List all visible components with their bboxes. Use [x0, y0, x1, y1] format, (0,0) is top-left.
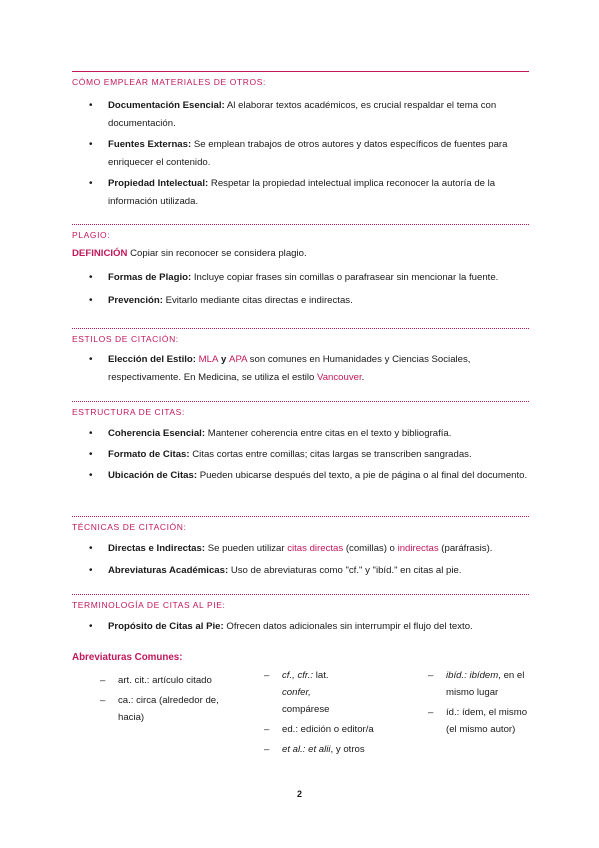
section-estructura	[72, 401, 529, 485]
list-item	[72, 351, 529, 387]
abbreviation-item: – ed.: edición o editor/a	[264, 721, 384, 738]
list-item	[72, 136, 529, 172]
link-indirectas: indirectas	[397, 543, 439, 554]
section-terminologia	[72, 594, 529, 636]
section-title: TERMINOLOGÍA DE CITAS AL PIE:	[72, 600, 226, 610]
item-term: Prevención:	[108, 295, 163, 306]
item-text: Evitarlo mediante citas directas e indirectas.	[162, 295, 353, 306]
list-item	[72, 269, 529, 287]
abbreviation-item	[264, 667, 384, 718]
item-term: Fuentes Externas:	[108, 139, 192, 150]
abbreviation-item: – art. cit.: artículo citado	[100, 672, 240, 689]
section-estilos	[72, 328, 529, 387]
apa-highlight: APA	[229, 354, 248, 365]
section-title: ESTILOS DE CITACIÓN:	[72, 334, 179, 344]
item-term: Formas de Plagio:	[108, 272, 192, 283]
abbr-text: , y otros	[330, 744, 365, 755]
bullet-list	[72, 618, 529, 636]
item-term: Elección del Estilo:	[108, 354, 196, 365]
list-item	[72, 446, 529, 464]
section-title: CÓMO EMPLEAR MATERIALES DE OTROS:	[72, 77, 266, 87]
bullet-list	[72, 97, 529, 211]
abbreviation-item	[264, 741, 384, 758]
section-rule	[72, 401, 529, 402]
definition-text: Copiar sin reconocer se considera plagio.	[127, 248, 307, 259]
section-title: ESTRUCTURA DE CITAS:	[72, 407, 185, 417]
list-item	[72, 425, 529, 443]
item-text: son comunes en Humanidades y Ciencias Sociales, respectivamente. En Medicina, se utiliza el estilo	[108, 354, 471, 383]
list-item	[72, 467, 529, 485]
item-term: Abreviaturas Académicas:	[108, 565, 229, 576]
section-plagio	[72, 224, 529, 310]
abbr-latin: cf., cfr.:	[282, 670, 314, 681]
section-rule	[72, 516, 529, 517]
definition-label: DEFINICIÓN	[72, 248, 128, 259]
section-rule	[72, 594, 529, 595]
bullet-list	[72, 269, 529, 310]
section-abreviaturas	[72, 652, 529, 663]
abbr-text: compárese	[282, 704, 330, 715]
section-title: TÉCNICAS DE CITACIÓN:	[72, 522, 187, 532]
item-term: Coherencia Esencial:	[108, 428, 206, 439]
list-item	[72, 618, 529, 636]
item-text: Al elaborar textos académicos, es crucial respaldar el tema con documentación.	[108, 100, 497, 129]
abbreviation-item: – íd.: ídem, el mismo (el mismo autor)	[428, 704, 538, 738]
item-text: Pueden ubicarse después del texto, a pie de página o al final del documento.	[197, 470, 528, 481]
section-tecnicas	[72, 516, 529, 580]
abbr-text: , en el mismo lugar	[446, 670, 525, 698]
section-materiales	[72, 71, 529, 211]
abbr-latin: ibíd.: ibídem	[446, 670, 499, 681]
item-text: Ofrecen datos adicionales sin interrumpir el flujo del texto.	[223, 621, 473, 632]
section-rule	[72, 224, 529, 225]
page-number: 2	[296, 789, 302, 799]
list-item	[72, 540, 529, 558]
item-term: Formato de Citas:	[108, 449, 190, 460]
item-text: (comillas) o	[343, 543, 398, 554]
item-term: Propósito de Citas al Pie:	[108, 621, 224, 632]
list-item	[72, 97, 529, 133]
abbr-latin: confer,	[282, 687, 311, 698]
list-item	[72, 175, 529, 211]
abbr-latin: et al.: et alii	[282, 744, 331, 755]
item-term: Documentación Esencial:	[108, 100, 225, 111]
and-word: y	[218, 354, 230, 365]
item-text: Incluye copiar frases sin comillas o parafrasear sin mencionar la fuente.	[191, 272, 499, 283]
abbreviations-column-2	[264, 667, 384, 758]
item-text: Se pueden utilizar	[205, 543, 288, 554]
bullet-list	[72, 425, 529, 485]
item-text: Uso de abreviaturas como "cf." y "ibíd." en citas al pie.	[228, 565, 462, 576]
section-title: PLAGIO:	[72, 230, 111, 240]
abbreviations-title: Abreviaturas Comunes:	[72, 652, 183, 663]
abbreviations-column-1	[100, 672, 240, 726]
item-text: Mantener coherencia entre citas en el texto y bibliografía.	[205, 428, 452, 439]
link-citas-directas: citas directas	[287, 543, 344, 554]
abbreviation-item	[428, 667, 538, 701]
item-text: Respetar la propiedad intelectual implica reconocer la autoría de la información utilizada.	[108, 178, 496, 207]
list-item	[72, 292, 529, 310]
item-term: Directas e Indirectas:	[108, 543, 206, 554]
section-rule	[72, 328, 529, 329]
item-text: Citas cortas entre comillas; citas largas se transcriben sangradas.	[189, 449, 472, 460]
list-item	[72, 562, 529, 580]
item-term: Propiedad Intelectual:	[108, 178, 209, 189]
item-term: Ubicación de Citas:	[108, 470, 198, 481]
item-text: (paráfrasis).	[438, 543, 493, 554]
mla-highlight: MLA	[198, 354, 219, 365]
abbreviations-column-3	[428, 667, 538, 738]
bullet-list	[72, 351, 529, 387]
bullet-list	[72, 540, 529, 580]
vancouver-highlight: Vancouver	[317, 372, 362, 383]
item-end: .	[361, 372, 365, 383]
abbreviation-item: – ca.: circa (alrededor de, hacia)	[100, 692, 240, 726]
section-rule	[72, 71, 529, 72]
definition	[72, 245, 529, 263]
item-text: Se emplean trabajos de otros autores y datos específicos de fuentes para enriquecer el contenido.	[108, 139, 508, 168]
abbr-text: lat.	[313, 670, 329, 681]
